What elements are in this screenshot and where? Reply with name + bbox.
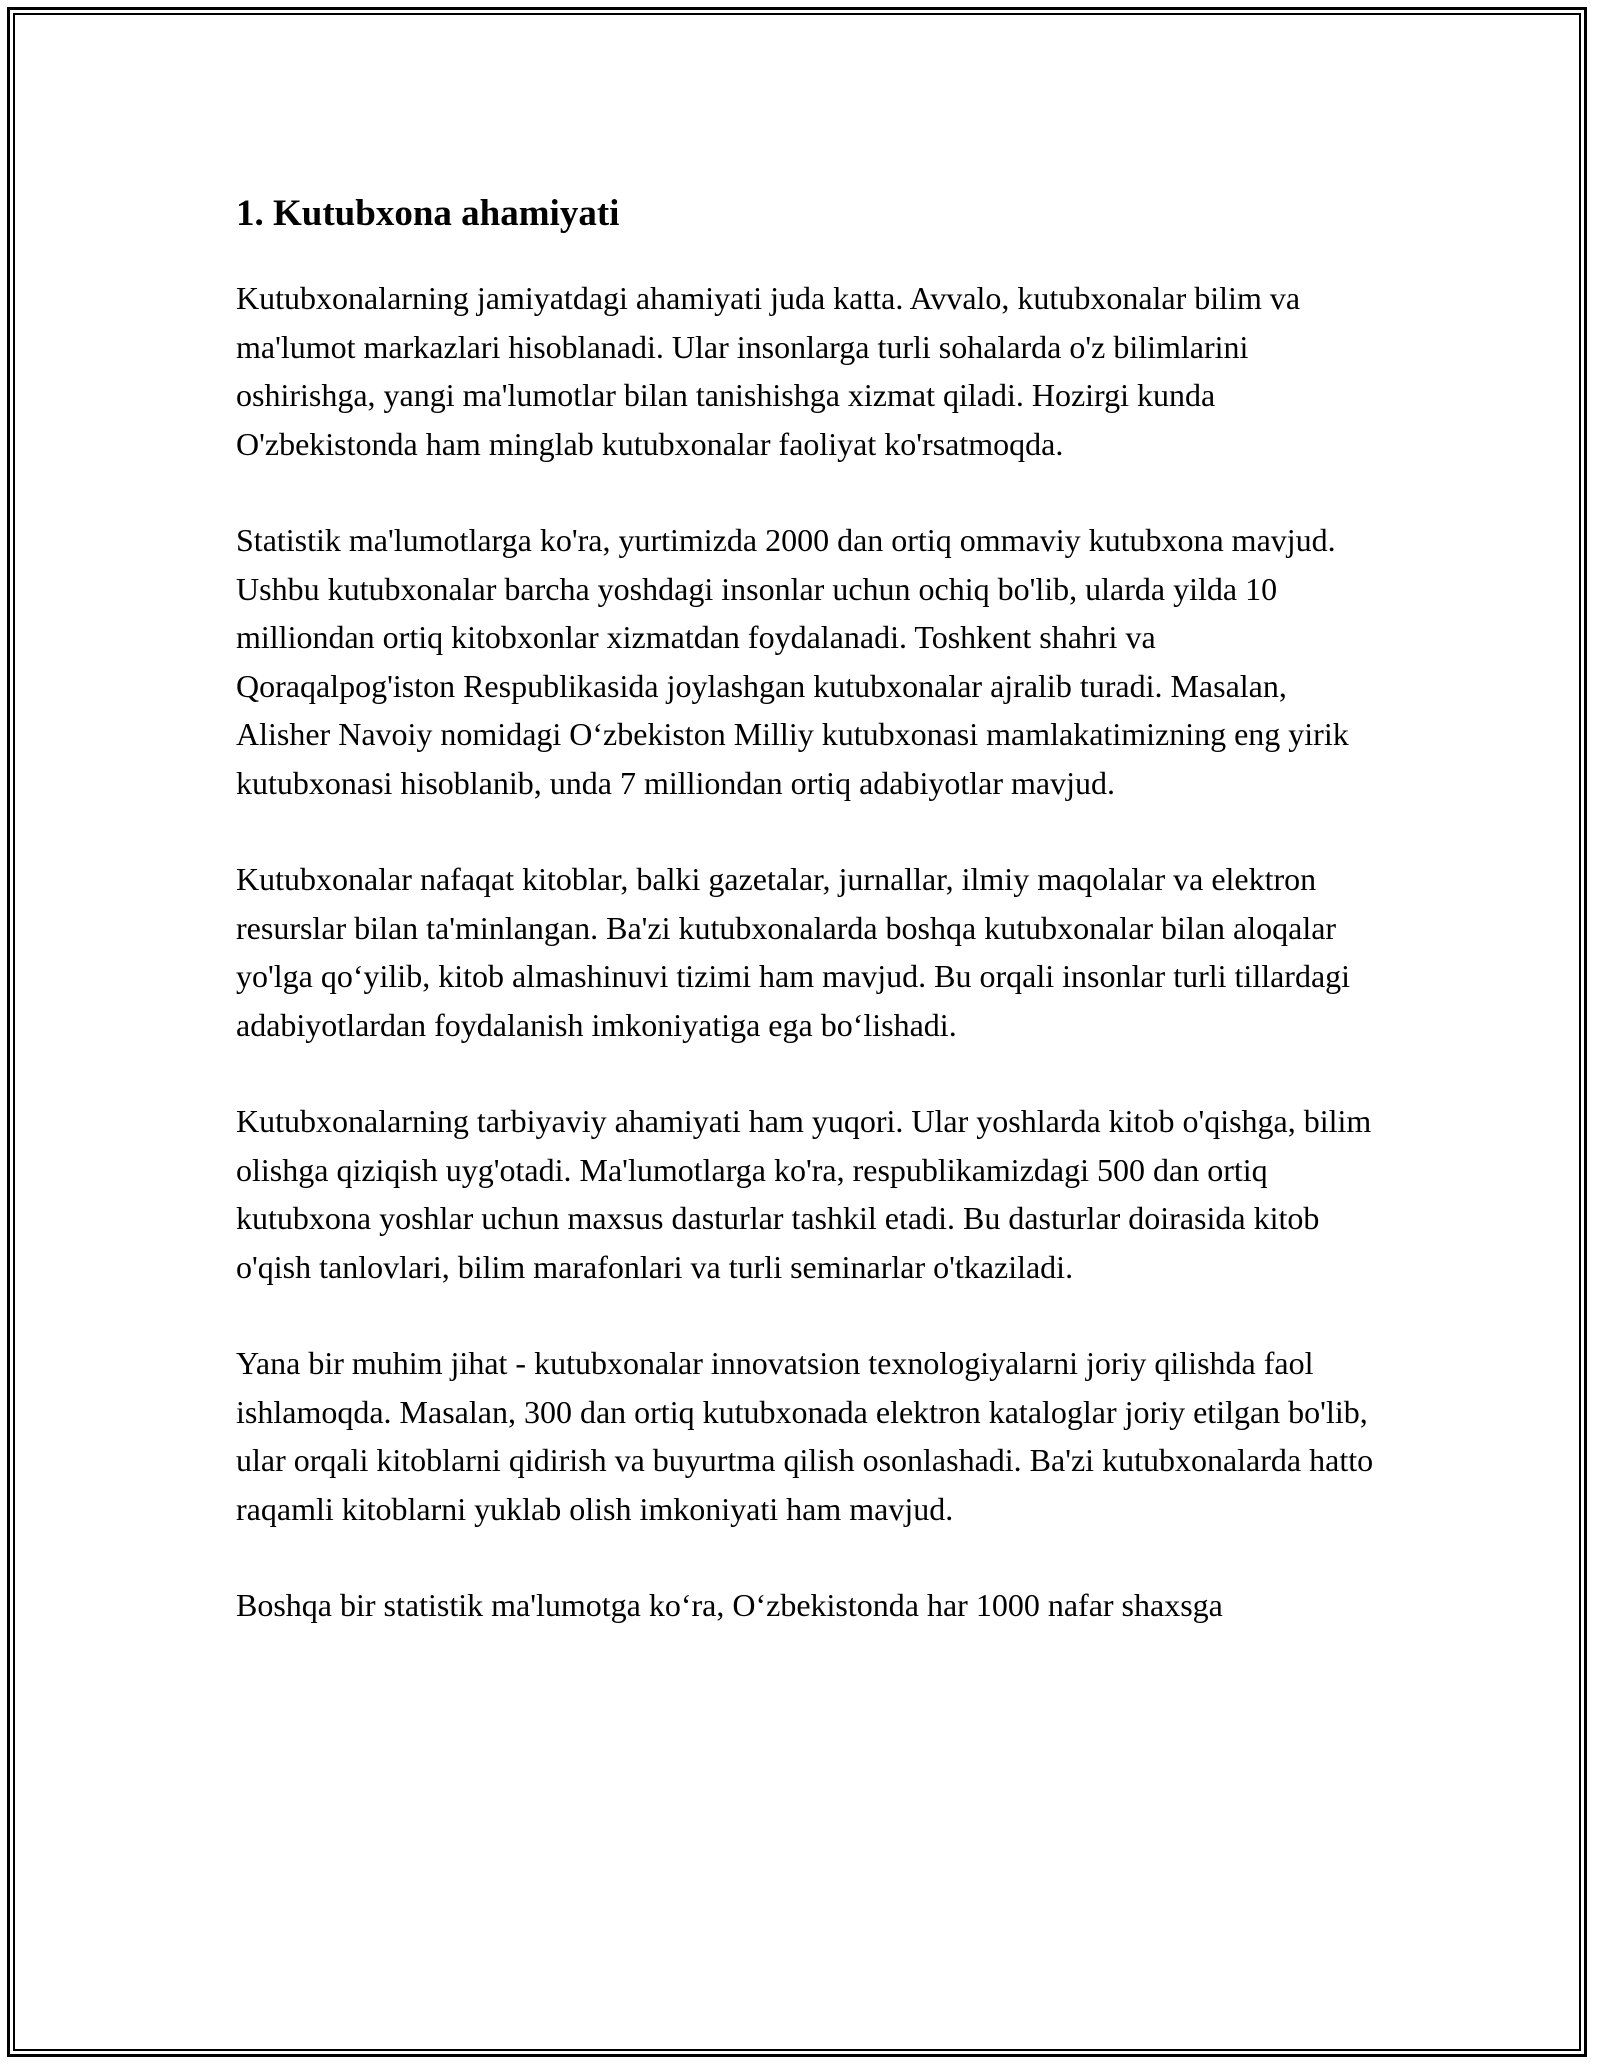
paragraph-4: Kutubxonalarning tarbiyaviy ahamiyati ham yuqori. Ular yoshlarda kitob o'qishga, bilim olishga qiziqish uyg'otadi. Ma'lumotlarga ko'ra, respublikamizdagi 500 dan ortiq kutubxona yoshlar uchun maxsus dasturlar tashkil etadi. Bu dasturlar doirasida kitob o'qish tanlovlari, bilim marafonlari va turli seminarlar o'tkaziladi. bbox=[236, 1103, 1372, 1285]
section-heading: 1. Kutubxona ahamiyati bbox=[236, 193, 620, 234]
paragraph-1: Kutubxonalarning jamiyatdagi ahamiyati juda katta. Avvalo, kutubxonalar bilim va ma'lumot markazlari hisoblanadi. Ular insonlarga turli sohalarda o'z bilimlarini oshirishga, yangi ma'lumotlar bilan tanishishga xizmat qiladi. Hozirgi kunda O'zbekistonda ham minglab kutubxonalar faoliyat ko'rsatmoqda. bbox=[236, 280, 1301, 462]
paragraph-3: Kutubxonalar nafaqat kitoblar, balki gazetalar, jurnallar, ilmiy maqolalar va elektron resurslar bilan ta'minlangan. Ba'zi kutubxonalarda boshqa kutubxonalar bilan aloqalar yo'lga qo‘yilib, kitob almashinuvi tizimi ham mavjud. Bu orqali insonlar turli tillardagi adabiyotlardan foydalanish imkoniyatiga ega bo‘lishadi. bbox=[236, 861, 1351, 1043]
paragraph-2: Statistik ma'lumotlarga ko'ra, yurtimizda 2000 dan ortiq ommaviy kutubxona mavjud. Ushbu kutubxonalar barcha yoshdagi insonlar uchun ochiq bo'lib, ularda yilda 10 milliondan ortiq kitobxonlar xizmatdan foydalanadi. Toshkent shahri va Qoraqalpog'iston Respublikasida joylashgan kutubxonalar ajralib turadi. Masalan, Alisher Navoiy nomidagi O‘zbekiston Milliy kutubxonasi mamlakatimizning eng yirik kutubxonasi hisoblanib, unda 7 milliondan ortiq adabiyotlar mavjud. bbox=[236, 522, 1349, 801]
paragraph-6: Boshqa bir statistik ma'lumotga ko‘ra, O‘zbekistonda har 1000 nafar shaxsga bbox=[236, 1587, 1223, 1623]
document-body bbox=[236, 186, 1376, 1678]
paragraph-5: Yana bir muhim jihat - kutubxonalar innovatsion texnologiyalarni joriy qilishda faol ishlamoqda. Masalan, 300 dan ortiq kutubxonada elektron kataloglar joriy etilgan bo'lib, ular orqali kitoblarni qidirish va buyurtma qilish osonlashadi. Ba'zi kutubxonalarda hatto raqamli kitoblarni yuklab olish imkoniyati ham mavjud. bbox=[236, 1345, 1374, 1527]
